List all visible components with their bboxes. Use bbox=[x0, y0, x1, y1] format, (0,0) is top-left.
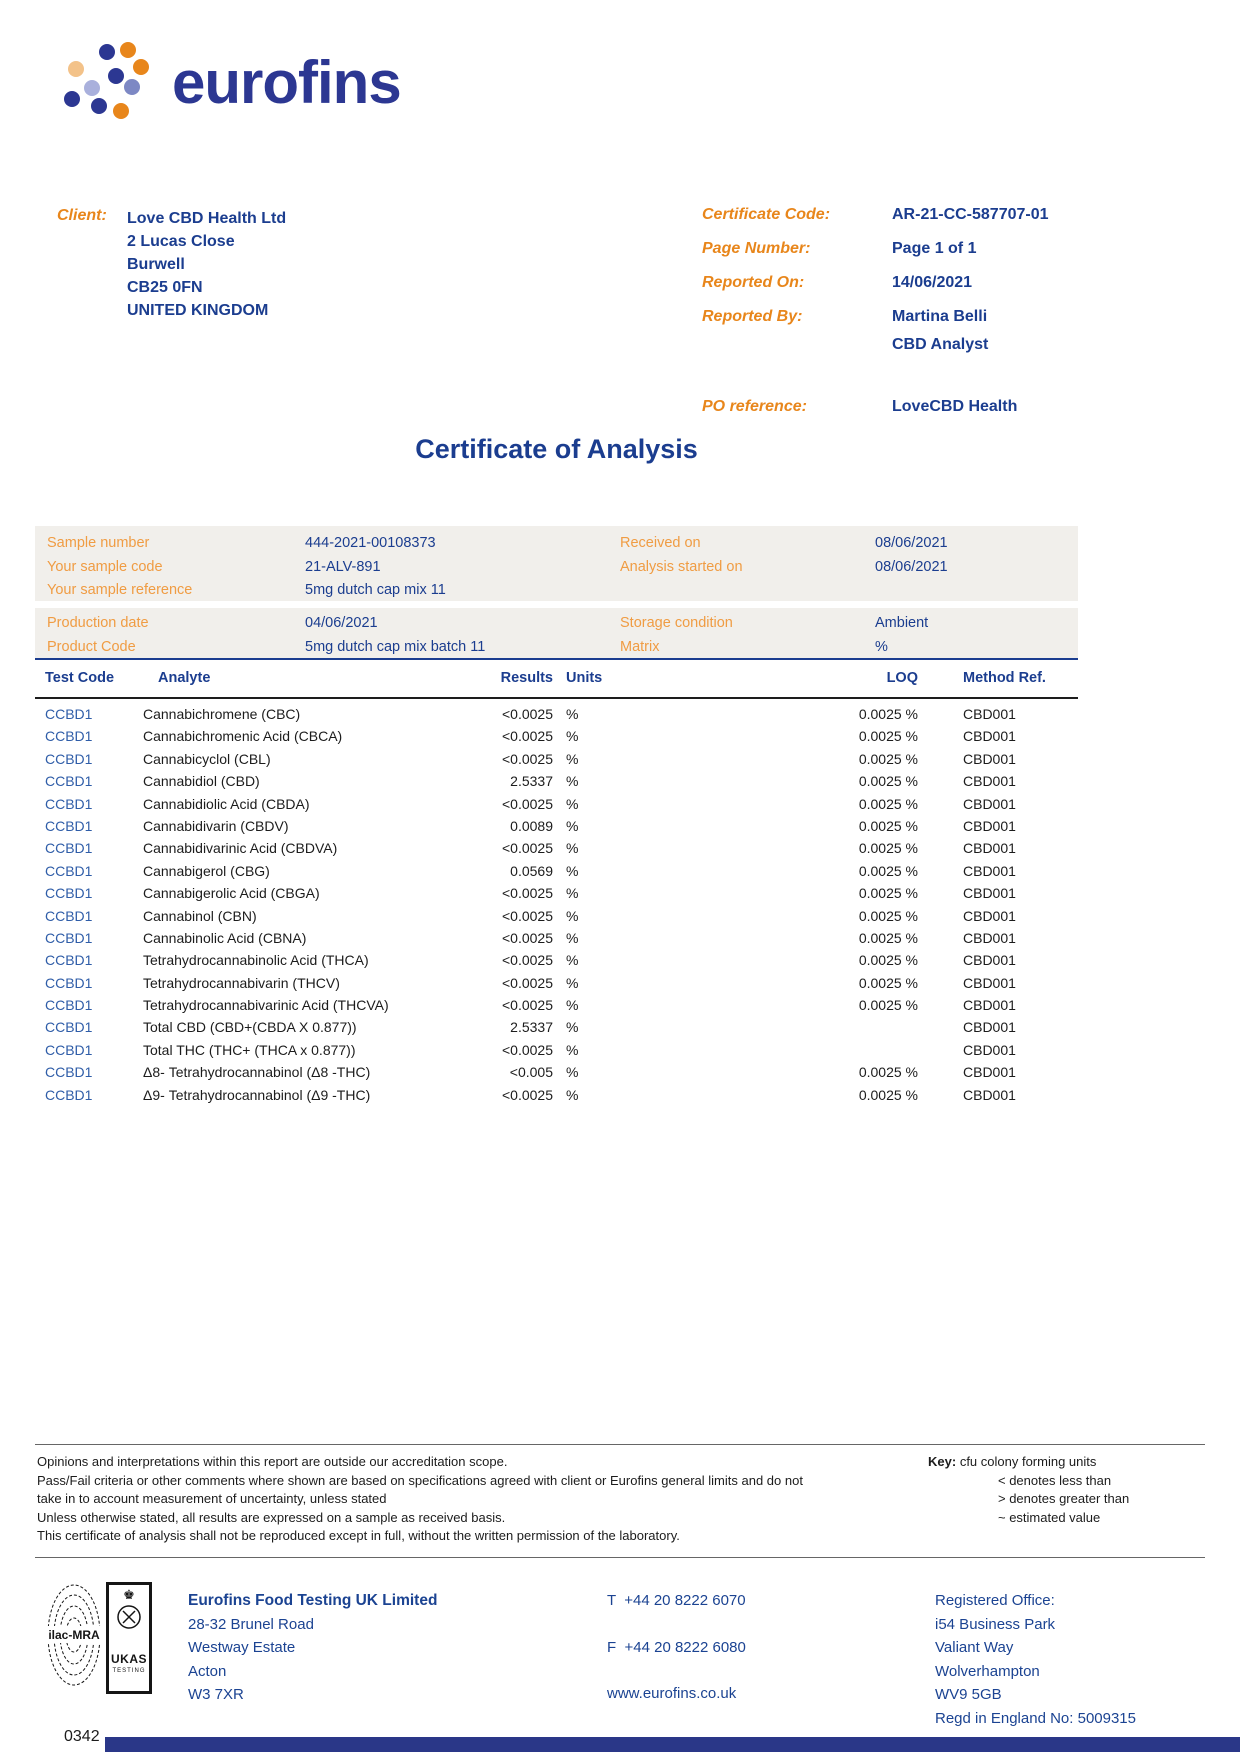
eurofins-wordmark: eurofins bbox=[172, 49, 401, 116]
key-item: ~ estimated value bbox=[998, 1509, 1101, 1525]
po-reference-value: LoveCBD Health bbox=[892, 398, 1018, 415]
results-table-header bbox=[35, 670, 1078, 694]
cell-test-code: CCBD1 bbox=[45, 750, 93, 767]
production-info-block bbox=[35, 608, 1078, 660]
cell-loq: 0.0025 % bbox=[858, 728, 918, 745]
cell-test-code: CCBD1 bbox=[45, 817, 93, 834]
sample-code-row bbox=[35, 556, 1078, 580]
cell-analyte: Δ9- Tetrahydrocannabinol (Δ9 -THC) bbox=[143, 1086, 371, 1103]
results-row bbox=[35, 1061, 1078, 1083]
results-row bbox=[35, 815, 1078, 837]
table-header-rule bbox=[35, 697, 1078, 699]
cell-result: <0.0025 bbox=[502, 974, 553, 991]
reported-by-value: Martina Belli bbox=[892, 308, 988, 325]
cell-units: % bbox=[566, 750, 579, 767]
cell-loq: 0.0025 % bbox=[858, 750, 918, 767]
cell-analyte: Cannabidiol (CBD) bbox=[143, 773, 260, 790]
cell-result: 2.5337 bbox=[510, 773, 553, 790]
cell-loq: 0.0025 % bbox=[858, 840, 918, 857]
cell-units: % bbox=[566, 862, 579, 879]
cell-units: % bbox=[566, 952, 579, 969]
sample-number-row bbox=[35, 532, 1078, 556]
cell-test-code: CCBD1 bbox=[45, 974, 93, 991]
cell-units: % bbox=[566, 885, 579, 902]
cell-method-ref: CBD001 bbox=[963, 952, 1016, 969]
product-code-value: 5mg dutch cap mix batch 11 bbox=[305, 638, 486, 655]
header-analyte: Analyte bbox=[158, 670, 211, 686]
eurofins-logo bbox=[58, 40, 401, 125]
cell-analyte: Total CBD (CBD+(CBDA X 0.877)) bbox=[143, 1019, 357, 1036]
cell-loq: 0.0025 % bbox=[858, 862, 918, 879]
key-label: Key: bbox=[928, 1454, 957, 1469]
reported-on-row bbox=[702, 274, 972, 292]
cell-loq: 0.0025 % bbox=[858, 1064, 918, 1081]
cell-analyte: Tetrahydrocannabivarinic Acid (THCVA) bbox=[143, 997, 389, 1014]
cell-units: % bbox=[566, 929, 579, 946]
disclaimer-line: This certificate of analysis shall not be reproduced except in full, without the written permission of the laboratory. bbox=[37, 1528, 680, 1543]
disclaimer-line: Pass/Fail criteria or other comments where shown are based on specifications agreed with client or Eurofins general limits and do not bbox=[37, 1472, 803, 1488]
your-sample-reference-label: Your sample reference bbox=[47, 582, 193, 598]
cell-result: <0.0025 bbox=[502, 840, 553, 857]
client-address-line: 2 Lucas Close bbox=[127, 233, 235, 250]
cell-analyte: Cannabichromenic Acid (CBCA) bbox=[143, 728, 343, 745]
client-address-line: CB25 0FN bbox=[127, 279, 203, 296]
registered-office-line: WV9 5GB bbox=[935, 1686, 1002, 1703]
client-address-line: Burwell bbox=[127, 256, 185, 273]
cell-test-code: CCBD1 bbox=[45, 706, 93, 722]
cell-result: 2.5337 bbox=[510, 1019, 553, 1036]
results-row bbox=[35, 703, 1078, 725]
cell-analyte: Cannabidivarinic Acid (CBDVA) bbox=[143, 840, 338, 857]
cell-method-ref: CBD001 bbox=[963, 1019, 1016, 1036]
reported-by-row bbox=[702, 308, 988, 354]
your-sample-code-label: Your sample code bbox=[47, 558, 163, 575]
cell-result: <0.0025 bbox=[502, 997, 553, 1014]
page-number-value: Page 1 of 1 bbox=[892, 240, 977, 257]
cell-units: % bbox=[566, 706, 579, 722]
eurofins-logo-dots-icon bbox=[58, 40, 158, 125]
cell-loq: 0.0025 % bbox=[858, 929, 918, 946]
key-block bbox=[928, 1453, 1129, 1527]
received-on-label: Received on bbox=[620, 535, 701, 551]
results-row bbox=[35, 1016, 1078, 1038]
disclaimer-line: Opinions and interpretations within this report are outside our accreditation scope. bbox=[37, 1454, 508, 1469]
ukas-emblem-icon bbox=[116, 1604, 142, 1630]
cell-analyte: Cannabidiolic Acid (CBDA) bbox=[143, 795, 310, 812]
cell-test-code: CCBD1 bbox=[45, 929, 93, 946]
your-sample-code-value: 21-ALV-891 bbox=[305, 558, 381, 575]
ilac-mra-logo-icon bbox=[46, 1582, 102, 1688]
results-row bbox=[35, 1039, 1078, 1061]
page-number-label: Page Number: bbox=[702, 240, 811, 257]
cell-test-code: CCBD1 bbox=[45, 1086, 93, 1103]
accreditation-number: 0342 bbox=[64, 1728, 100, 1745]
results-row bbox=[35, 994, 1078, 1016]
cell-method-ref: CBD001 bbox=[963, 750, 1016, 767]
cell-result: <0.0025 bbox=[502, 929, 553, 946]
reported-by-label: Reported By: bbox=[702, 308, 803, 325]
cell-test-code: CCBD1 bbox=[45, 728, 93, 745]
company-address-line: Acton bbox=[188, 1662, 227, 1680]
reported-by-role: CBD Analyst bbox=[892, 336, 989, 353]
cell-units: % bbox=[566, 1041, 579, 1058]
results-table-body bbox=[35, 703, 1078, 1106]
production-date-label: Production date bbox=[47, 615, 149, 631]
cell-loq: 0.0025 % bbox=[858, 817, 918, 834]
cell-analyte: Cannabidivarin (CBDV) bbox=[143, 817, 289, 834]
cell-result: <0.0025 bbox=[502, 907, 553, 924]
certificate-code-label: Certificate Code: bbox=[702, 206, 831, 223]
cell-loq: 0.0025 % bbox=[858, 706, 918, 722]
ukas-sub-label: TESTING bbox=[112, 1668, 146, 1674]
cell-loq: 0.0025 % bbox=[858, 795, 918, 812]
results-row bbox=[35, 748, 1078, 770]
bottom-bar bbox=[105, 1737, 1240, 1752]
cell-result: <0.0025 bbox=[502, 795, 553, 812]
ilac-mra-label: ilac-MRA bbox=[48, 1628, 100, 1642]
storage-condition-value: Ambient bbox=[875, 615, 929, 631]
ukas-logo bbox=[106, 1582, 152, 1694]
po-reference-row bbox=[702, 398, 1017, 416]
cell-result: <0.0025 bbox=[502, 750, 553, 767]
registered-office-line: Registered Office: bbox=[935, 1592, 1055, 1609]
cell-test-code: CCBD1 bbox=[45, 840, 93, 857]
client-label: Client: bbox=[57, 207, 107, 224]
cell-method-ref: CBD001 bbox=[963, 1041, 1016, 1058]
cell-method-ref: CBD001 bbox=[963, 840, 1016, 857]
cell-result: <0.005 bbox=[509, 1064, 553, 1081]
fax-number: F +44 20 8222 6080 bbox=[607, 1638, 746, 1656]
your-sample-reference-value: 5mg dutch cap mix 11 bbox=[305, 582, 446, 598]
cell-analyte: Total THC (THC+ (THCA x 0.877)) bbox=[143, 1041, 356, 1058]
cell-test-code: CCBD1 bbox=[45, 997, 93, 1014]
cell-analyte: Tetrahydrocannabinolic Acid (THCA) bbox=[143, 952, 369, 969]
cell-method-ref: CBD001 bbox=[963, 706, 1016, 722]
cell-test-code: CCBD1 bbox=[45, 1019, 93, 1036]
key-first-row bbox=[928, 1453, 1129, 1472]
company-address-line: Westway Estate bbox=[188, 1639, 296, 1656]
cell-loq: 0.0025 % bbox=[858, 907, 918, 924]
footer-registered-office bbox=[935, 1589, 1136, 1730]
key-item: < denotes less than bbox=[998, 1472, 1112, 1488]
results-row bbox=[35, 882, 1078, 904]
cell-units: % bbox=[566, 907, 579, 924]
results-row bbox=[35, 770, 1078, 792]
cell-result: <0.0025 bbox=[502, 885, 553, 902]
registered-office-line: Regd in England No: 5009315 bbox=[935, 1709, 1136, 1727]
cell-result: <0.0025 bbox=[502, 728, 553, 745]
client-address-line: Love CBD Health Ltd bbox=[127, 210, 287, 227]
client-address bbox=[127, 207, 286, 322]
cell-analyte: Cannabigerolic Acid (CBGA) bbox=[143, 885, 320, 902]
cell-result: <0.0025 bbox=[502, 952, 553, 969]
registered-office-line: Wolverhampton bbox=[935, 1662, 1040, 1680]
results-row bbox=[35, 725, 1078, 747]
cell-units: % bbox=[566, 974, 579, 991]
cell-method-ref: CBD001 bbox=[963, 1064, 1016, 1081]
cell-method-ref: CBD001 bbox=[963, 817, 1016, 834]
cell-units: % bbox=[566, 1019, 579, 1036]
header-units: Units bbox=[566, 670, 603, 686]
cell-loq: 0.0025 % bbox=[858, 952, 918, 969]
results-row bbox=[35, 837, 1078, 859]
received-on-value: 08/06/2021 bbox=[875, 535, 948, 551]
product-code-label: Product Code bbox=[47, 638, 136, 655]
cell-result: <0.0025 bbox=[502, 1041, 553, 1058]
sample-reference-row bbox=[35, 579, 1078, 603]
matrix-label: Matrix bbox=[620, 638, 660, 655]
company-name: Eurofins Food Testing UK Limited bbox=[188, 1592, 438, 1609]
cell-analyte: Cannabinol (CBN) bbox=[143, 907, 257, 924]
cell-units: % bbox=[566, 840, 579, 857]
analysis-started-label: Analysis started on bbox=[620, 558, 743, 575]
cell-units: % bbox=[566, 997, 579, 1014]
crown-icon: ♚ bbox=[123, 1587, 135, 1602]
sample-number-label: Sample number bbox=[47, 535, 150, 551]
cell-method-ref: CBD001 bbox=[963, 1086, 1016, 1103]
reported-on-label: Reported On: bbox=[702, 274, 805, 291]
company-address bbox=[188, 1613, 437, 1707]
cell-result: 0.0569 bbox=[510, 862, 553, 879]
cell-analyte: Cannabigerol (CBG) bbox=[143, 862, 270, 879]
cell-loq: 0.0025 % bbox=[858, 773, 918, 790]
cell-test-code: CCBD1 bbox=[45, 885, 93, 902]
footer-contact bbox=[607, 1589, 746, 1729]
cell-result: <0.0025 bbox=[502, 706, 553, 722]
results-row bbox=[35, 927, 1078, 949]
header-loq: LOQ bbox=[886, 670, 918, 686]
company-address-line: 28-32 Brunel Road bbox=[188, 1615, 314, 1633]
client-address-line: UNITED KINGDOM bbox=[127, 302, 269, 319]
storage-condition-label: Storage condition bbox=[620, 615, 733, 631]
results-row bbox=[35, 972, 1078, 994]
cell-test-code: CCBD1 bbox=[45, 952, 93, 969]
key-item: > denotes greater than bbox=[998, 1491, 1130, 1506]
cell-method-ref: CBD001 bbox=[963, 974, 1016, 991]
disclaimer-line: Unless otherwise stated, all results are expressed on a sample as received basis. bbox=[37, 1509, 506, 1525]
ukas-label: UKAS bbox=[110, 1652, 147, 1666]
cell-units: % bbox=[566, 817, 579, 834]
cell-loq: 0.0025 % bbox=[858, 997, 918, 1014]
cell-analyte: Tetrahydrocannabivarin (THCV) bbox=[143, 974, 340, 991]
production-date-value: 04/06/2021 bbox=[305, 615, 378, 631]
results-row bbox=[35, 860, 1078, 882]
results-row bbox=[35, 793, 1078, 815]
po-reference-label: PO reference: bbox=[702, 398, 807, 415]
cell-method-ref: CBD001 bbox=[963, 929, 1016, 946]
cell-method-ref: CBD001 bbox=[963, 885, 1016, 902]
analysis-started-value: 08/06/2021 bbox=[875, 558, 948, 575]
key-items bbox=[928, 1472, 1129, 1528]
cell-analyte: Δ8- Tetrahydrocannabinol (Δ8 -THC) bbox=[143, 1064, 371, 1081]
header-method-ref: Method Ref. bbox=[963, 670, 1046, 686]
footer-company bbox=[188, 1589, 437, 1707]
cell-result: 0.0089 bbox=[510, 817, 553, 834]
cell-units: % bbox=[566, 728, 579, 745]
results-row bbox=[35, 905, 1078, 927]
cell-method-ref: CBD001 bbox=[963, 795, 1016, 812]
registered-office-line: i54 Business Park bbox=[935, 1615, 1056, 1633]
cell-analyte: Cannabinolic Acid (CBNA) bbox=[143, 929, 307, 946]
cell-result: <0.0025 bbox=[502, 1086, 553, 1103]
production-date-row bbox=[35, 612, 1078, 636]
certificate-code-value: AR-21-CC-587707-01 bbox=[892, 206, 1049, 223]
results-row bbox=[35, 1084, 1078, 1106]
cell-method-ref: CBD001 bbox=[963, 773, 1016, 790]
disclaimer-line: take in to account measurement of uncertainty, unless stated bbox=[37, 1491, 387, 1506]
cell-test-code: CCBD1 bbox=[45, 795, 93, 812]
cell-method-ref: CBD001 bbox=[963, 997, 1016, 1014]
header-results: Results bbox=[500, 670, 553, 686]
matrix-value: % bbox=[875, 638, 888, 655]
sample-number-value: 444-2021-00108373 bbox=[305, 535, 436, 551]
cell-units: % bbox=[566, 1064, 579, 1081]
cell-analyte: Cannabichromene (CBC) bbox=[143, 706, 301, 722]
cell-loq: 0.0025 % bbox=[858, 885, 918, 902]
cell-test-code: CCBD1 bbox=[45, 773, 93, 790]
cell-units: % bbox=[566, 773, 579, 790]
header-test-code: Test Code bbox=[45, 670, 115, 686]
reported-on-value: 14/06/2021 bbox=[892, 274, 973, 291]
cell-test-code: CCBD1 bbox=[45, 907, 93, 924]
sample-info-block bbox=[35, 526, 1078, 601]
page-number-row bbox=[702, 240, 976, 258]
cell-units: % bbox=[566, 795, 579, 812]
cell-loq: 0.0025 % bbox=[858, 974, 918, 991]
phone-number: T +44 20 8222 6070 bbox=[607, 1592, 746, 1609]
certificate-code-row bbox=[702, 206, 1049, 224]
cell-method-ref: CBD001 bbox=[963, 862, 1016, 879]
website-link[interactable]: www.eurofins.co.uk bbox=[607, 1685, 737, 1702]
cell-test-code: CCBD1 bbox=[45, 1041, 93, 1058]
registered-office-line: Valiant Way bbox=[935, 1639, 1014, 1656]
key-first-line: cfu colony forming units bbox=[959, 1454, 1097, 1469]
product-code-row bbox=[35, 636, 1078, 660]
company-address-line: W3 7XR bbox=[188, 1686, 244, 1703]
cell-method-ref: CBD001 bbox=[963, 728, 1016, 745]
cell-test-code: CCBD1 bbox=[45, 1064, 93, 1081]
cell-loq: 0.0025 % bbox=[858, 1086, 918, 1103]
document-title: Certificate of Analysis bbox=[415, 434, 698, 464]
disclaimer-block bbox=[37, 1453, 803, 1546]
cell-analyte: Cannabicyclol (CBL) bbox=[143, 750, 271, 767]
cell-method-ref: CBD001 bbox=[963, 907, 1016, 924]
cell-units: % bbox=[566, 1086, 579, 1103]
results-row bbox=[35, 949, 1078, 971]
cell-test-code: CCBD1 bbox=[45, 862, 93, 879]
